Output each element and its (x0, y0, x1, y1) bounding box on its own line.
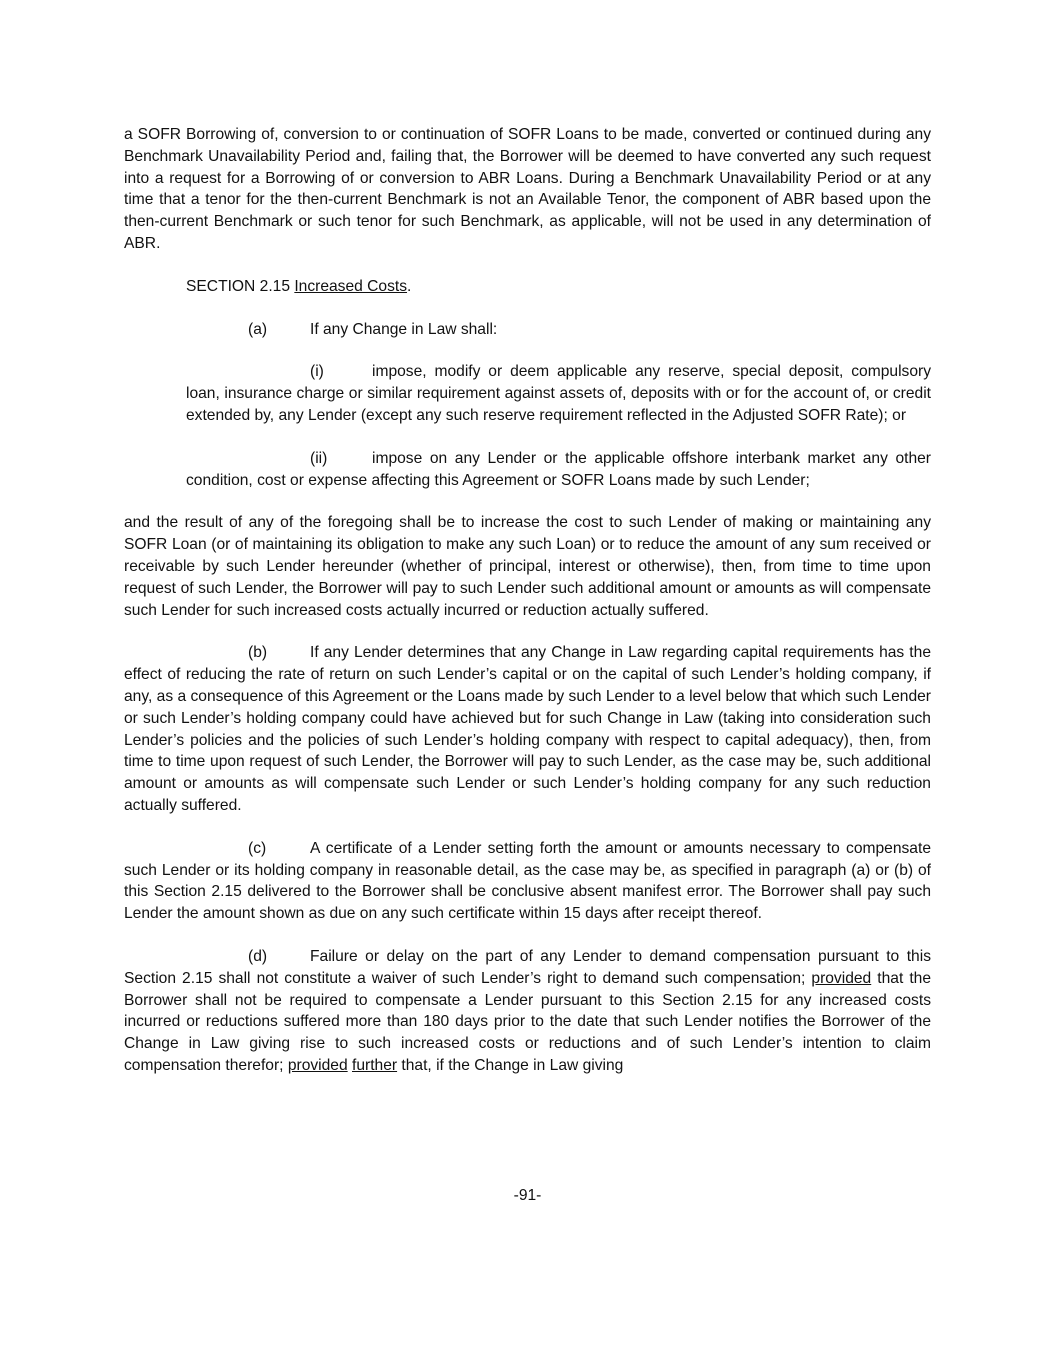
paragraph-benchmark-unavailability: a SOFR Borrowing of, conversion to or continuation of SOFR Loans to be made, converted or continued during any Benchmark Unavailability Period and, failing that, the Borrower will be deemed to have converted any such request into a request for a Borrowing of or conversion to ABR Loans. During a Benchmark Unavailability Period or at any time that a tenor for the then-current Benchmark is not an Available Tenor, the component of ABR based upon the then-current Benchmark or such tenor for such Benchmark, as applicable, will not be used in any determination of ABR. (124, 126, 931, 252)
page-body (124, 124, 931, 1077)
clause-ii-label: (ii) (310, 449, 328, 467)
provided-term-2: provided (287, 1056, 348, 1074)
clause-d-text-1: Failure or delay on the part of any Lender to demand compensation pursuant to this Section 2.15 shall not constitute a waiver of such Lender’s right to demand such compensation; (124, 947, 931, 987)
clause-d-label: (d) (248, 947, 268, 965)
provided-term-1: provided (811, 969, 872, 987)
clause-i (186, 361, 931, 426)
clause-c-text: A certificate of a Lender setting forth the amount or amounts necessary to compensate such Lender or its holding company in reasonable detail, as the case may be, as specified in paragraph (a) or (b) of this Section 2.15 delivered to the Borrower shall be conclusive absent manifest error. The Borrower shall pay such Lender the amount shown as due on any such certificate within 15 days after receipt thereof. (124, 839, 931, 923)
clause-d-text-3: that, if the Change in Law giving (397, 1056, 624, 1074)
clause-c (124, 838, 931, 925)
section-number: SECTION 2.15 (186, 277, 290, 295)
clause-i-text: impose, modify or deem applicable any reserve, special deposit, compulsory loan, insurance charge or similar requirement against assets of, deposits with or for the account of, or credit extended by, any Lender (except any such reserve requirement reflected in the Adjusted SOFR Rate); or (186, 363, 931, 424)
clause-a (124, 319, 931, 341)
paragraph-result: and the result of any of the foregoing shall be to increase the cost to such Lender of making or maintaining any SOFR Loan (or of maintaining its obligation to make any such Loan) or to reduce the amount of any sum received or receivable by such Lender hereunder (whether of principal, interest or otherwise), then, from time to time upon request of such Lender, the Borrower will pay to such Lender such additional amount or amounts as will compensate such Lender for such increased costs actually incurred or reduction actually suffered. (124, 514, 931, 619)
clause-c-label: (c) (248, 839, 267, 857)
clause-ii (186, 448, 931, 492)
clause-d-text-2: that the Borrower shall not be required to compensate a Lender pursuant to this Section 2.15 for any increased costs incurred or reductions suffered more than 180 days prior to the date that such Lender notifies the Borrower of the Change in Law giving rise to such increased costs or reductions and of such Lender’s intention to claim compensation therefor; (124, 969, 931, 1074)
clause-d (124, 946, 931, 1077)
section-title: Increased Costs (294, 277, 408, 295)
clause-b (124, 642, 931, 816)
clause-ii-text: impose on any Lender or the applicable offshore interbank market any other condition, cost or expense affecting this Agreement or SOFR Loans made by such Lender; (186, 449, 931, 489)
clause-a-text: If any Change in Law shall: (310, 320, 498, 338)
clause-b-label: (b) (248, 644, 268, 662)
section-title-period: . (407, 277, 412, 295)
section-heading (186, 276, 931, 298)
page-number: -91- (513, 1187, 542, 1204)
clause-a-label: (a) (248, 320, 268, 338)
further-term: further (352, 1056, 398, 1074)
clause-b-text: If any Lender determines that any Change in Law regarding capital requirements has the effect of reducing the rate of return on such Lender’s capital or on the capital of such Lender’s holding company, if any, as a consequence of this Agreement or the Loans made by such Lender to a level below that which such Lender or such Lender’s holding company could have achieved but for such Change in Law (taking into consideration such Lender’s policies and the policies of such Lender’s holding company with respect to capital adequacy), then, from time to time upon request of such Lender, the Borrower will pay to such Lender, as the case may be, such additional amount or amounts as will compensate such Lender or such Lender’s holding company for any such reduction actually suffered. (124, 644, 931, 814)
clause-i-label: (i) (310, 363, 324, 381)
